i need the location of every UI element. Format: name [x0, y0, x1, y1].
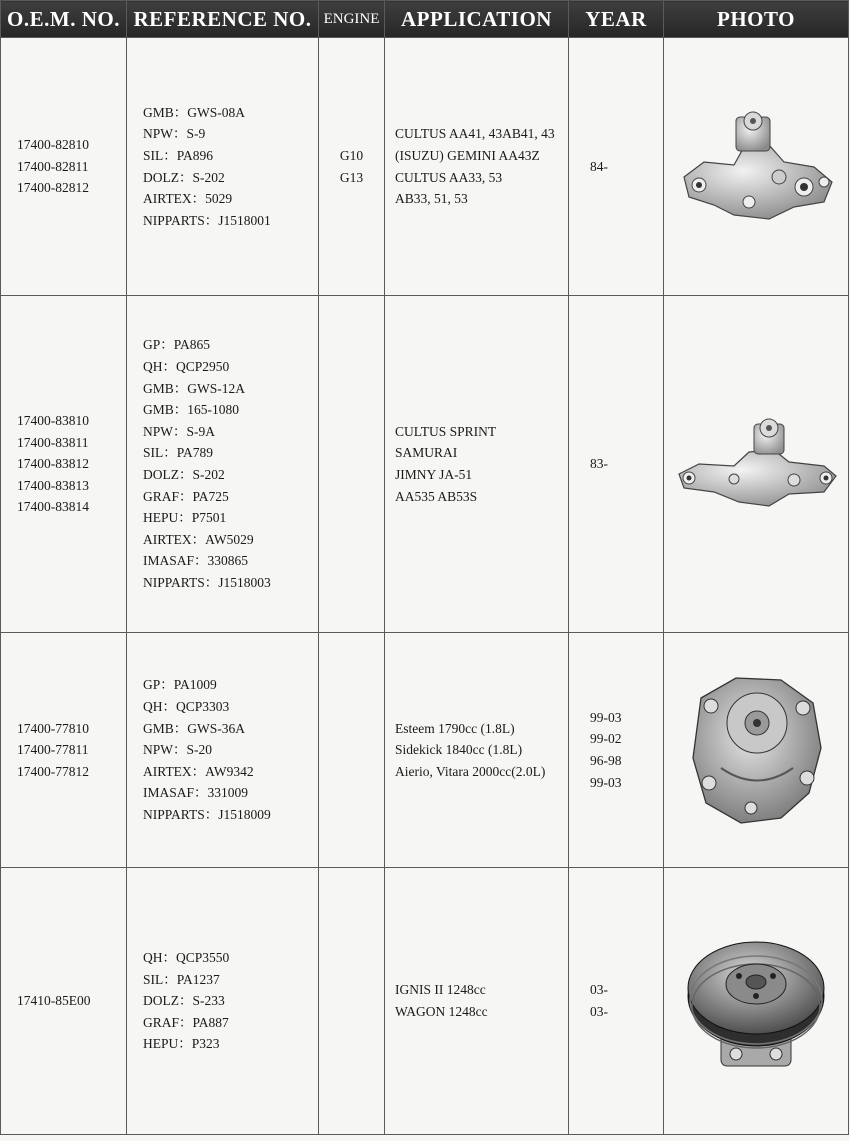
reference-number: GMB：GWS-36A: [143, 720, 246, 736]
reference-number: DOLZ：S-233: [143, 993, 225, 1009]
table-row: [1, 633, 849, 868]
water-pump-icon: [674, 414, 839, 514]
oem-number: 17400-77810: [17, 720, 89, 736]
reference-number: SIL：PA1237: [143, 971, 220, 987]
oem-number: 17400-82812: [17, 180, 89, 196]
year-value: 83-: [590, 456, 608, 472]
application-line: AB33, 51, 53: [395, 191, 468, 207]
reference-number: GRAF：PA887: [143, 1014, 229, 1030]
oem-number: 17400-77812: [17, 763, 89, 779]
oem-cell: [1, 633, 127, 868]
photo-cell: [664, 868, 849, 1135]
oem-number: 17400-83811: [17, 434, 89, 450]
engine-cell: [319, 38, 385, 296]
year-cell: [569, 38, 664, 296]
engine-cell: [319, 868, 385, 1135]
year-value: 99-03: [590, 709, 622, 725]
application-cell: [385, 296, 569, 633]
reference-number: QH：QCP2950: [143, 359, 230, 375]
reference-cell: [127, 296, 319, 633]
reference-number: NIPPARTS：J1518009: [143, 806, 271, 822]
application-line: CULTUS SPRINT: [395, 423, 497, 439]
reference-number: DOLZ：S-202: [143, 467, 225, 482]
photo-cell: [664, 633, 849, 868]
reference-number: AIRTEX：AW5029: [143, 531, 254, 547]
oem-number: 17400-77811: [17, 742, 89, 758]
table-row: [1, 296, 849, 633]
application-line: IGNIS II 1248cc: [395, 982, 486, 998]
application-line: AA535 AB53S: [395, 488, 478, 504]
photo-cell: [664, 38, 849, 296]
application-line: Esteem 1790cc (1.8L): [395, 720, 515, 736]
reference-number: AIRTEX：5029: [143, 191, 233, 207]
reference-number: NPW：S-9: [143, 126, 206, 142]
table-row: [1, 868, 849, 1135]
reference-number: AIRTEX：AW9342: [143, 763, 254, 779]
header-row: [1, 1, 849, 38]
oem-cell: [1, 296, 127, 633]
reference-number: QH：QCP3303: [143, 699, 230, 715]
application-line: (ISUZU) GEMINI AA43Z: [395, 147, 540, 163]
year-value: 03-: [590, 1004, 608, 1019]
year-value: 84-: [590, 158, 608, 174]
year-cell: [569, 633, 664, 868]
header-application: APPLICATION: [385, 1, 569, 38]
reference-number: DOLZ：S-202: [143, 169, 225, 185]
water-pump-pulley-icon: [681, 926, 831, 1076]
oem-number: 17410-85E00: [17, 993, 91, 1009]
reference-number: HEPU：P7501: [143, 510, 227, 526]
header-photo: PHOTO: [664, 1, 849, 38]
application-line: Sidekick 1840cc (1.8L): [395, 742, 523, 758]
reference-cell: [127, 38, 319, 296]
reference-number: QH：QCP3550: [143, 950, 230, 966]
engine-cell: [319, 633, 385, 868]
reference-number: GP：PA865: [143, 337, 211, 353]
oem-cell: [1, 38, 127, 296]
table-row: [1, 38, 849, 296]
reference-number: SIL：PA896: [143, 147, 214, 163]
reference-cell: [127, 633, 319, 868]
application-cell: [385, 38, 569, 296]
reference-number: GMB：GWS-12A: [143, 380, 246, 396]
reference-number: GRAF：PA725: [143, 488, 229, 504]
reference-number: GMB：GWS-08A: [143, 104, 246, 120]
oem-cell: [1, 868, 127, 1135]
header-year: YEAR: [569, 1, 664, 38]
year-value: 99-03: [590, 774, 622, 790]
reference-cell: [127, 868, 319, 1135]
reference-number: NIPPARTS：J1518003: [143, 574, 271, 590]
oem-number: 17400-83814: [17, 499, 89, 515]
application-cell: [385, 868, 569, 1135]
water-pump-icon: [681, 668, 831, 833]
reference-number: NIPPARTS：J1518001: [143, 212, 271, 228]
application-line: JIMNY JA-51: [395, 467, 473, 482]
year-value: 96-98: [590, 753, 622, 768]
application-line: Aierio, Vitara 2000cc(2.0L): [395, 763, 546, 779]
year-cell: [569, 296, 664, 633]
oem-number: 17400-83810: [17, 413, 89, 429]
photo-cell: [664, 296, 849, 633]
oem-number: 17400-83813: [17, 477, 89, 493]
application-line: WAGON 1248cc: [395, 1004, 488, 1019]
reference-number: IMASAF：331009: [143, 785, 249, 801]
engine-cell: [319, 296, 385, 633]
reference-number: NPW：S-9A: [143, 423, 216, 439]
header-engine: ENGINE: [319, 1, 385, 38]
application-line: CULTUS AA33, 53: [395, 169, 503, 185]
application-line: SAMURAI: [395, 445, 458, 461]
reference-number: GMB：165-1080: [143, 402, 240, 418]
reference-number: HEPU：P323: [143, 1036, 220, 1052]
oem-number: 17400-83812: [17, 456, 89, 472]
reference-number: SIL：PA789: [143, 445, 214, 461]
year-cell: [569, 868, 664, 1135]
water-pump-icon: [674, 107, 839, 227]
reference-number: IMASAF：330865: [143, 553, 249, 569]
oem-number: 17400-82810: [17, 137, 89, 153]
header-oem: O.E.M. NO.: [1, 1, 127, 38]
application-line: CULTUS AA41, 43AB41, 43: [395, 126, 555, 142]
header-reference: REFERENCE NO.: [127, 1, 319, 38]
year-value: 99-02: [590, 731, 622, 747]
reference-number: GP：PA1009: [143, 677, 217, 693]
engine-code: G13: [339, 169, 364, 185]
reference-number: NPW：S-20: [143, 742, 213, 758]
year-value: 03-: [590, 982, 608, 998]
oem-number: 17400-82811: [17, 158, 89, 174]
engine-code: G10: [339, 147, 364, 163]
application-cell: [385, 633, 569, 868]
